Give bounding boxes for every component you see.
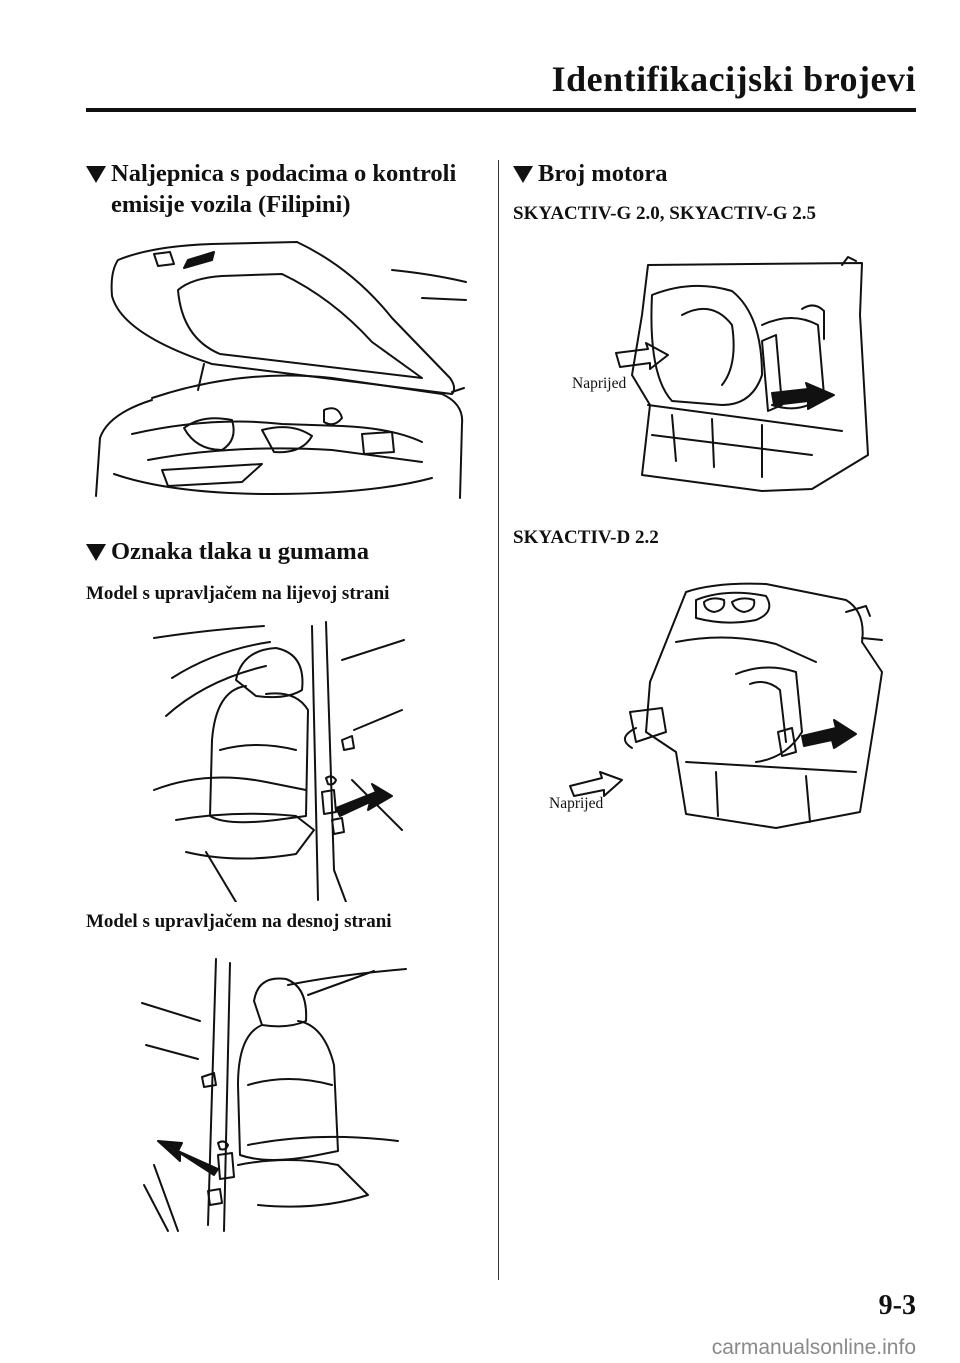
page-header-title: Identifikacijski brojevi	[551, 59, 916, 99]
section-triangle-icon	[86, 166, 106, 183]
page-number: 9-3	[878, 1290, 916, 1321]
section-triangle-icon	[86, 544, 106, 561]
tire-lhd-label: Model s upravljačem na lijevoj strani	[86, 583, 390, 604]
section-engine-title-text: Broj motora	[538, 160, 668, 187]
figure-door-lhd	[146, 620, 406, 902]
section-tire-title	[86, 536, 369, 567]
section-tire-title-text: Oznaka tlaka u gumama	[111, 538, 369, 565]
engine-petrol-forward-label: Naprijed	[572, 375, 627, 392]
figure-hood-open	[92, 238, 472, 506]
section-triangle-icon	[513, 166, 533, 183]
section-emission-title-line1: Naljepnica s podacima o kontroli	[111, 160, 457, 187]
engine-diesel-label: SKYACTIV-D 2.2	[513, 527, 659, 548]
figure-door-rhd	[138, 955, 414, 1237]
figure-engine-diesel	[566, 582, 886, 830]
header-rule	[86, 108, 916, 112]
section-emission-title	[86, 158, 456, 220]
engine-petrol-label: SKYACTIV-G 2.0, SKYACTIV-G 2.5	[513, 203, 816, 224]
engine-diesel-forward-label: Naprijed	[549, 795, 604, 812]
tire-rhd-label: Model s upravljačem na desnoj strani	[86, 911, 392, 932]
section-engine-title	[513, 158, 668, 189]
column-divider	[498, 160, 499, 1280]
section-emission-title-line2: emisije vozila (Filipini)	[111, 191, 351, 218]
figure-engine-petrol	[612, 255, 880, 495]
watermark: carmanualsonline.info	[711, 1336, 916, 1359]
